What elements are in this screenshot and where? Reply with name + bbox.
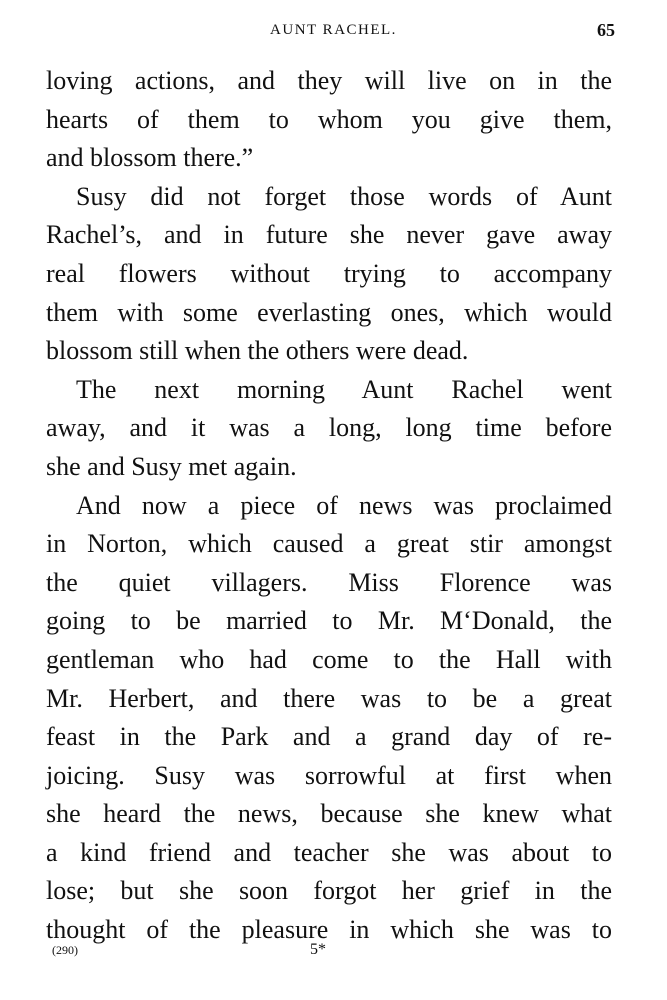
text-line: blossom still when the others were dead. (46, 336, 469, 366)
body-text (46, 62, 612, 950)
text-line: Mr. Herbert, and there was to be a great (46, 683, 612, 713)
print-code: (290) (52, 943, 78, 957)
page-number: 65 (597, 20, 615, 40)
text-line: going to be married to Mr. M‘Donald, the (46, 606, 612, 636)
text-line: The next morning Aunt Rachel went (76, 374, 612, 404)
text-line: the quiet villagers. Miss Florence was (46, 567, 612, 597)
text-line: feast in the Park and a grand day of re- (46, 722, 612, 752)
text-line: And now a piece of news was proclaimed (76, 490, 612, 520)
signature-mark: 5* (310, 941, 326, 958)
page-footer (0, 937, 667, 967)
text-line: Susy did not forget those words of Aunt (76, 181, 612, 211)
text-line: joicing. Susy was sorrowful at first when (46, 760, 612, 790)
text-line: she heard the news, because she knew what (46, 799, 612, 829)
text-line: in Norton, which caused a great stir amongst (46, 529, 612, 559)
text-line: away, and it was a long, long time before (46, 413, 612, 443)
text-line: them with some everlasting ones, which would (46, 297, 612, 327)
text-line: hearts of them to whom you give them, (46, 104, 612, 134)
text-line: gentleman who had come to the Hall with (46, 644, 612, 674)
running-head (0, 20, 667, 44)
text-line: loving actions, and they will live on in the (46, 66, 612, 95)
text-line: real flowers without trying to accompany (46, 258, 612, 288)
running-title: AUNT RACHEL. (270, 22, 397, 38)
text-line: lose; but she soon forgot her grief in the (46, 876, 612, 906)
text-line: she and Susy met again. (46, 451, 297, 481)
text-line: and blossom there.” (46, 143, 254, 173)
text-line: thought of the pleasure in which she was to (46, 915, 612, 945)
text-line: a kind friend and teacher she was about to (46, 837, 612, 867)
text-line: Rachel’s, and in future she never gave away (46, 220, 612, 250)
